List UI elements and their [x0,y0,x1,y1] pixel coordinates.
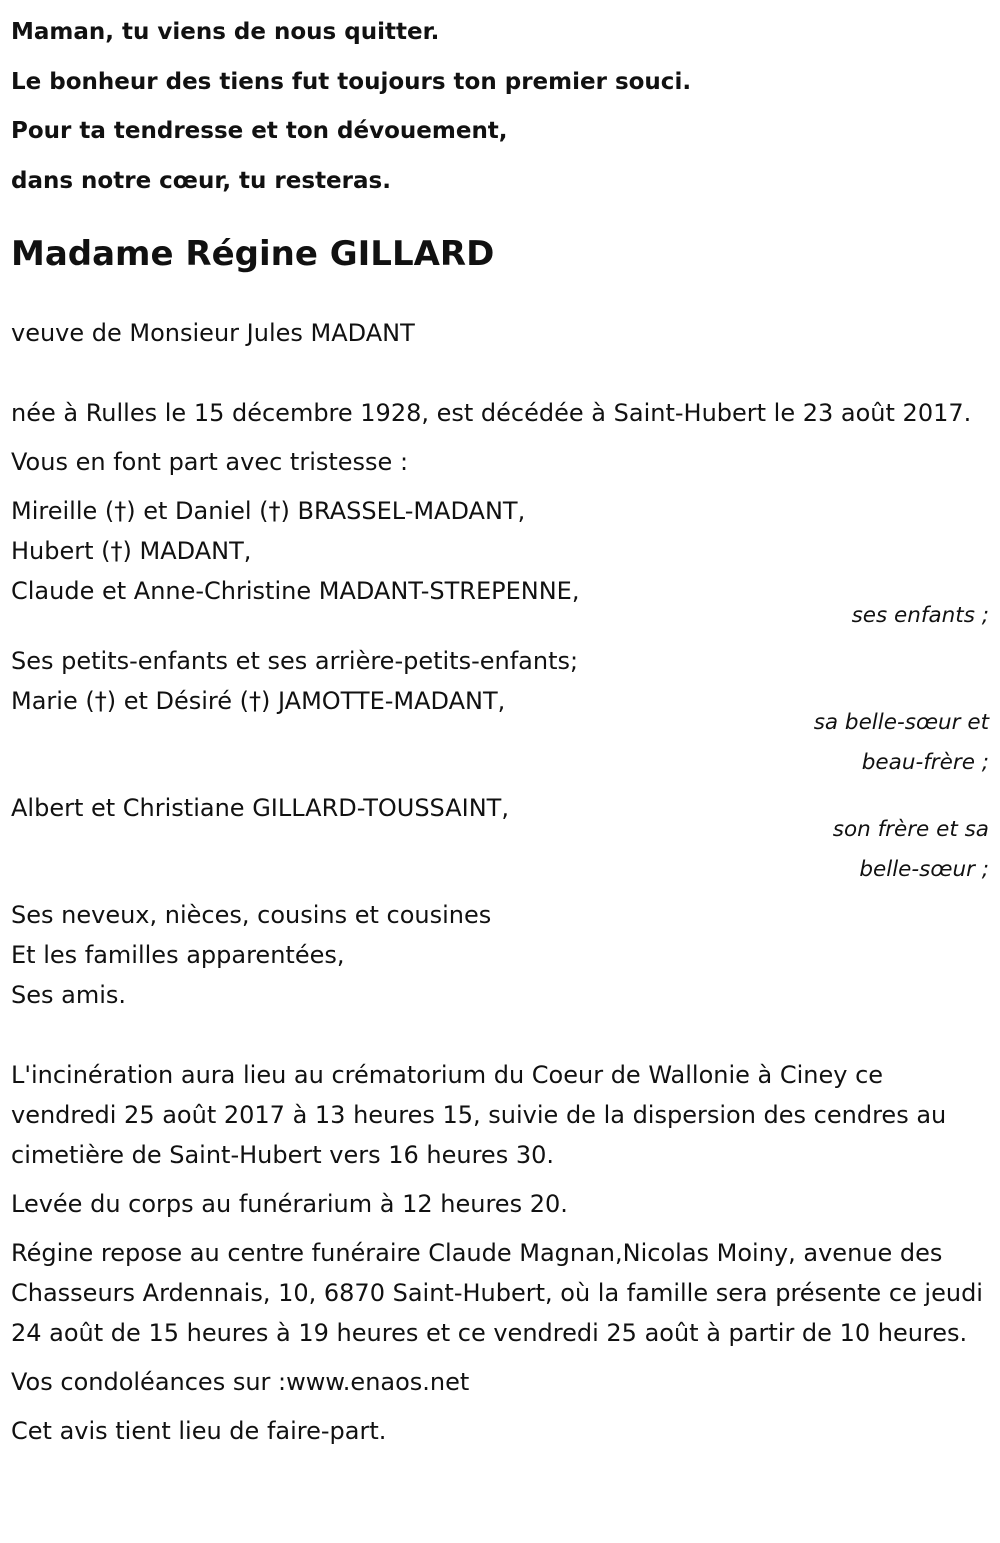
brother-group [11,788,991,890]
levee-du-corps: Levée du corps au funérarium à 12 heures 20. [11,1190,568,1218]
family-line: Et les familles apparentées, [11,941,345,969]
family-line: Ses petits-enfants et ses arrière-petits-enfants; [11,647,579,675]
relationship-role: ses enfants ; [851,603,989,628]
relationship-role: belle-sœur ; [859,857,989,882]
poem-line-4: dans notre cœur, tu resteras. [11,167,391,194]
obituary-notice [11,0,991,1451]
deceased-name: Madame Régine GILLARD [11,234,495,274]
family-line: Albert et Christiane GILLARD-TOUSSAINT, [11,794,509,822]
relationship-role: beau-frère ; [861,750,989,775]
family-line: Mireille (†) et Daniel (†) BRASSEL-MADANT, [11,497,526,525]
sister-in-law-group [11,681,991,783]
poem [11,0,991,206]
repose-details: Régine repose au centre funéraire Claude Magnan,Nicolas Moiny, avenue des Chasseurs Ardennais, 10, 6870 Saint-Hubert, où la famille sera présente ce jeudi 24 août de 15 heures à 19 heures et ce vendredi 25 août à partir de 10 heures. [11,1239,983,1347]
condolences-link: Vos condoléances sur :www.enaos.net [11,1368,470,1396]
family-line: Ses neveux, nièces, cousins et cousines [11,901,492,929]
other-relatives-group [11,895,991,1015]
faire-part-note: Cet avis tient lieu de faire-part. [11,1417,387,1445]
cremation-details: L'incinération aura lieu au crématorium du Coeur de Wallonie à Ciney ce vendredi 25 août 2017 à 13 heures 15, suivie de la dispersion des cendres au cimetière de Saint-Hubert vers 16 heures 30. [11,1061,947,1169]
poem-line-1: Maman, tu viens de nous quitter. [11,19,440,45]
family-line: Hubert (†) MADANT, [11,537,252,565]
grandchildren-group [11,641,991,681]
relationship-role: son frère et sa [832,817,989,842]
family-line: Claude et Anne-Christine MADANT-STREPENNE, [11,577,580,605]
family-list [11,491,991,1015]
family-line: Marie (†) et Désiré (†) JAMOTTE-MADANT, [11,687,506,715]
widow-of: veuve de Monsieur Jules MADANT [11,319,415,347]
family-line: Ses amis. [11,981,127,1009]
relationship-role: sa belle-sœur et [813,710,989,735]
children-group [11,491,991,636]
poem-line-2: Le bonheur des tiens fut toujours ton premier souci. [11,68,692,95]
birth-death-dates: née à Rulles le 15 décembre 1928, est décédée à Saint-Hubert le 23 août 2017. [11,399,972,427]
poem-line-3: Pour ta tendresse et ton dévouement, [11,118,508,144]
announcement: Vous en font part avec tristesse : [11,448,409,476]
